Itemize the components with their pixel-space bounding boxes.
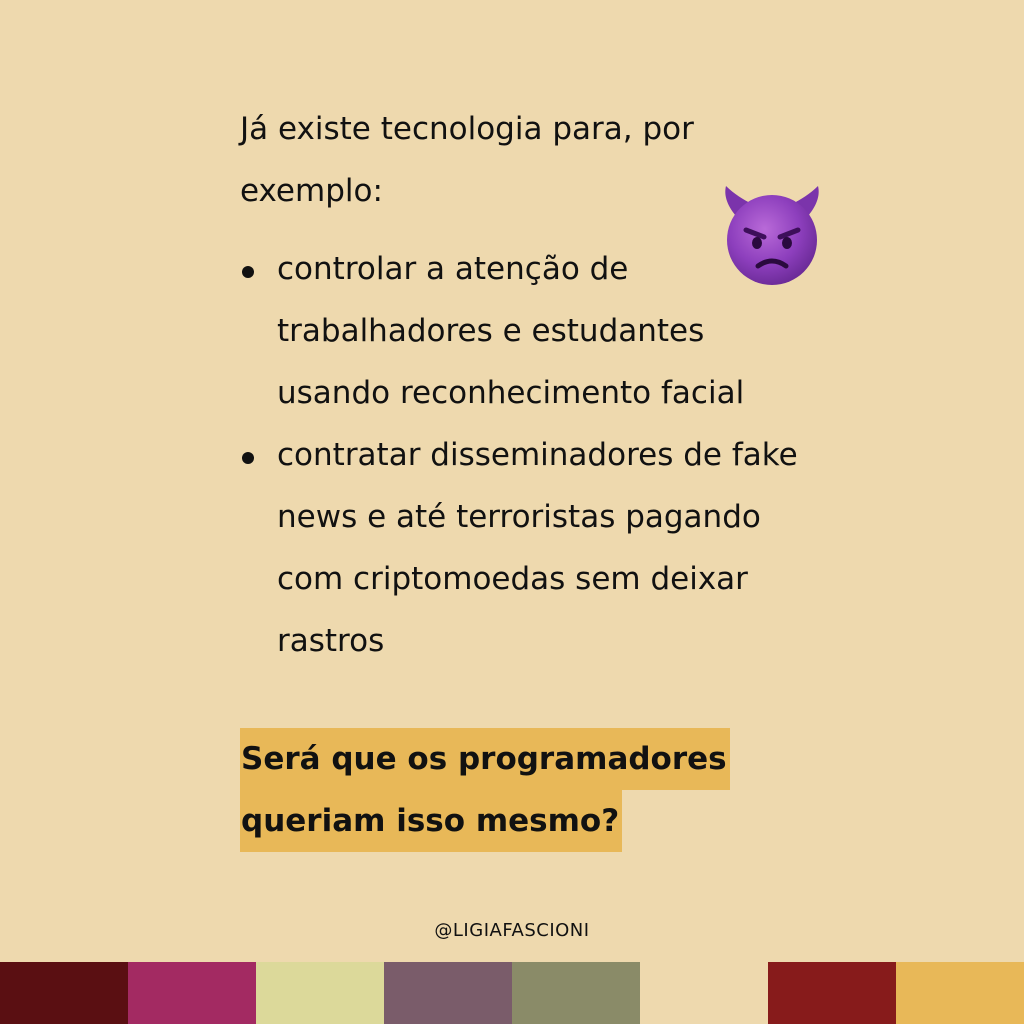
palette-swatch xyxy=(384,962,512,1024)
palette-swatch xyxy=(768,962,896,1024)
highlighted-question xyxy=(240,728,730,852)
question-line-2: queriam isso mesmo? xyxy=(240,790,622,852)
color-palette-strip xyxy=(0,962,1024,1024)
palette-swatch xyxy=(896,962,1024,1024)
intro-text: Já existe tecnologia para, por exemplo: xyxy=(240,111,694,209)
palette-swatch xyxy=(128,962,256,1024)
palette-swatch xyxy=(256,962,384,1024)
bullet-list xyxy=(240,238,840,672)
question-line-1: Será que os programadores xyxy=(240,728,730,790)
bullet-dot-icon xyxy=(242,452,254,464)
palette-swatch xyxy=(0,962,128,1024)
palette-swatch xyxy=(640,962,768,1024)
palette-swatch xyxy=(512,962,640,1024)
author-handle: @LIGIAFASCIONI xyxy=(434,920,590,941)
bullet-text: contratar disseminadores de fake news e até terroristas pagando com criptomoedas sem deixar rastros xyxy=(277,437,798,659)
bullet-text: controlar a atenção de trabalhadores e estudantes usando reconhecimento facial xyxy=(277,251,745,411)
bullet-dot-icon xyxy=(242,266,254,278)
bullet-item-crypto-payments xyxy=(240,424,817,672)
devil-face-icon xyxy=(718,182,826,290)
